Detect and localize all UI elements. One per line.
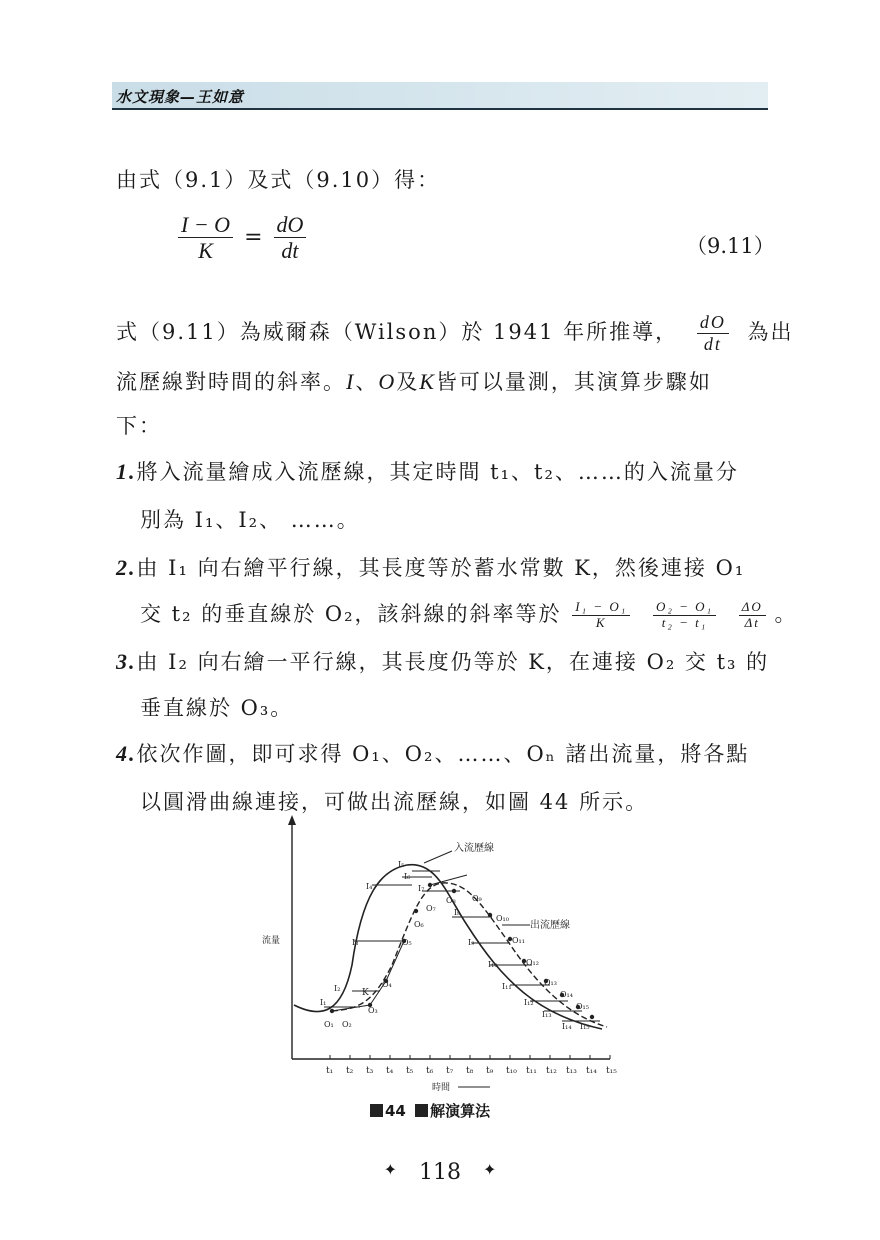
step-3-number: 3. bbox=[116, 649, 137, 674]
outflow-point-label: O₁₂ bbox=[526, 958, 539, 967]
step-4-number: 4. bbox=[116, 741, 137, 766]
step-2-end: 。 bbox=[774, 602, 798, 626]
k-label: K bbox=[362, 988, 369, 998]
step-3-line2: 垂直線於 O₃。 bbox=[140, 696, 294, 720]
intro-text: 由式（9.1）及式（9.10）得： bbox=[116, 168, 441, 192]
x-axis-label: 時間 bbox=[432, 1083, 451, 1093]
x-tick-label: t₄ bbox=[386, 1066, 394, 1076]
step-2-line2-text: 交 t₂ 的垂直線於 O₂，該斜線的斜率等於 bbox=[140, 602, 562, 626]
step2-frac-1 bbox=[572, 600, 630, 631]
step-2-line1 bbox=[116, 546, 745, 590]
equation-number: （9.11） bbox=[686, 234, 775, 258]
inflow-point-label: I₁₁ bbox=[502, 982, 512, 991]
x-tick-label: t₇ bbox=[446, 1066, 454, 1076]
outflow-label: 出流歷線 bbox=[530, 920, 570, 931]
step-3-text: 由 I₂ 向右繪一平行線，其長度仍等於 K，在連接 O₂ 交 t₃ 的 bbox=[136, 650, 770, 674]
para1-line1-a: 式（9.11）為威爾森（Wilson）於 1941 年所推導， bbox=[116, 320, 679, 344]
para1-line2 bbox=[116, 360, 712, 404]
y-axis-arrow-icon bbox=[288, 815, 296, 825]
slope-fraction bbox=[697, 312, 729, 354]
step2-frac-2-den: t₂ − t₁ bbox=[661, 615, 708, 630]
x-tick-labels bbox=[326, 1066, 617, 1076]
step2-frac-3 bbox=[739, 600, 766, 631]
page-number: 118 bbox=[419, 1160, 461, 1185]
x-tick-label: t₁₅ bbox=[606, 1066, 617, 1076]
inflow-point-label: I₁₄ bbox=[562, 1022, 572, 1031]
footer-star-icon: ✦ bbox=[483, 1160, 497, 1179]
outflow-point-label: O₁₀ bbox=[496, 914, 509, 923]
para1-line1 bbox=[116, 310, 794, 355]
outflow-point-label: O₁ bbox=[324, 1020, 334, 1029]
outflow-point-label: O₅ bbox=[402, 938, 412, 947]
para1-line2-c: 皆可以量測，其演算步驟如 bbox=[435, 370, 712, 394]
figure-caption bbox=[370, 1100, 490, 1121]
outflow-point-label: O₇ bbox=[426, 904, 436, 913]
caption-mark-icon bbox=[370, 1104, 383, 1117]
step2-frac-3-den: Δt bbox=[744, 615, 760, 630]
symbol-i: I bbox=[346, 369, 356, 394]
x-tick-label: t₁₂ bbox=[546, 1066, 557, 1076]
step-1-number: 1. bbox=[116, 459, 137, 484]
para1-line2-b: 及 bbox=[396, 370, 420, 394]
step2-frac-2 bbox=[653, 600, 716, 631]
x-tick-label: t₂ bbox=[346, 1066, 354, 1076]
outflow-point-label: O₉ bbox=[472, 894, 482, 903]
inflow-point-label: I₄ bbox=[366, 882, 373, 891]
outflow-point-label: O₃ bbox=[368, 1006, 378, 1015]
step-1-line1 bbox=[116, 450, 739, 494]
inflow-point-label: I₇ bbox=[418, 884, 425, 893]
x-tick-label: t₁₀ bbox=[506, 1066, 517, 1076]
eq-equals: = bbox=[244, 224, 263, 250]
slope-num: dO bbox=[697, 312, 729, 334]
step-4-text: 依次作圖，即可求得 O₁、O₂、……、Oₙ 諸出流量，將各點 bbox=[136, 742, 750, 766]
running-header: 水文現象—王如意 bbox=[116, 88, 245, 106]
inflow-pointer bbox=[424, 851, 452, 863]
step-4-line2: 以圓滑曲線連接，可做出流歷線，如圖 44 所示。 bbox=[140, 790, 649, 814]
outflow-point-label: O₈ bbox=[446, 896, 456, 905]
inflow-point-label: I₅ bbox=[398, 860, 405, 869]
para1-line3: 下： bbox=[116, 414, 162, 438]
para1-line2-a: 流歷線對時間的斜率。 bbox=[116, 370, 346, 394]
eq-lhs-fraction bbox=[178, 212, 233, 264]
x-tick-label: t₁ bbox=[326, 1066, 334, 1076]
outflow-point-label: O₆ bbox=[414, 920, 424, 929]
eq-rhs-fraction bbox=[274, 212, 307, 264]
step-1-text: 將入流量繪成入流歷線，其定時間 t₁、t₂、……的入流量分 bbox=[136, 460, 739, 484]
caption-text: 解演算法 bbox=[430, 1102, 491, 1120]
routing-diagram bbox=[262, 815, 622, 1100]
equation-9-11 bbox=[178, 212, 306, 264]
x-tick-label: t₁₁ bbox=[526, 1066, 537, 1076]
step2-frac-1-den: K bbox=[595, 615, 607, 630]
x-tick-label: t₃ bbox=[366, 1066, 374, 1076]
step2-frac-1-num: I₁ − O₁ bbox=[572, 600, 630, 616]
step-3-line1 bbox=[116, 640, 769, 684]
inflow-point-label: I₁₂ bbox=[524, 998, 534, 1007]
footer-star-icon: ✦ bbox=[383, 1160, 397, 1179]
inflow-label: 入流歷線 bbox=[454, 843, 494, 854]
y-axis-label: 流量 bbox=[262, 936, 281, 946]
page-footer bbox=[0, 1160, 880, 1185]
inflow-point-label: I₁₀ bbox=[488, 960, 498, 969]
symbol-k: K bbox=[419, 369, 436, 394]
step-1-line2: 別為 I₁、I₂、 ……。 bbox=[140, 508, 360, 532]
outflow-point-label: O₁₅ bbox=[576, 1002, 589, 1011]
caption-mark-icon bbox=[415, 1104, 428, 1117]
inflow-point-label: I₁ bbox=[320, 998, 327, 1007]
header-rule bbox=[112, 108, 768, 110]
caption-figure-number: 44 bbox=[385, 1102, 406, 1120]
inflow-point-label: I₂ bbox=[334, 984, 341, 993]
outflow-point-label: O₁₄ bbox=[560, 990, 573, 999]
x-tick-label: t₁₄ bbox=[586, 1066, 597, 1076]
outflow-point-label: O₄ bbox=[382, 980, 392, 989]
inflow-point-label: I₉ bbox=[468, 938, 475, 947]
outflow-point-label: O₂ bbox=[342, 1020, 352, 1029]
step2-frac-3-num: ΔO bbox=[739, 600, 766, 616]
eq-rhs-num: dO bbox=[274, 212, 307, 238]
inflow-point-label: I₈ bbox=[454, 908, 461, 917]
inflow-point-label: I₁₅ bbox=[580, 1022, 590, 1031]
eq-lhs-den: K bbox=[198, 238, 213, 264]
symbol-o: O bbox=[378, 369, 397, 394]
construction-lines bbox=[324, 871, 600, 1021]
x-tick-label: t₆ bbox=[426, 1066, 434, 1076]
inflow-point-label: I₆ bbox=[404, 872, 411, 881]
inflow-point-label: I₃ bbox=[352, 938, 359, 947]
step2-frac-2-num: O₂ − O₁ bbox=[653, 600, 716, 616]
inflow-curve bbox=[294, 865, 602, 1029]
eq-lhs-num: I − O bbox=[178, 212, 233, 238]
para1-line1-b: 為出 bbox=[747, 320, 794, 344]
inflow-point-label: I₁₃ bbox=[542, 1010, 552, 1019]
x-tick-label: t₅ bbox=[406, 1066, 414, 1076]
step-4-line1 bbox=[116, 732, 749, 776]
outflow-point-label: O₁₁ bbox=[512, 936, 525, 945]
step-2-text: 由 I₁ 向右繪平行線，其長度等於蓄水常數 K，然後連接 O₁ bbox=[136, 556, 746, 580]
eq-rhs-den: dt bbox=[281, 238, 299, 264]
x-tick-label: t₉ bbox=[486, 1066, 494, 1076]
x-tick-label: t₈ bbox=[466, 1066, 474, 1076]
inflow-point-labels bbox=[320, 860, 590, 1031]
slope-den: dt bbox=[703, 334, 722, 354]
step-2-number: 2. bbox=[116, 555, 137, 580]
x-tick-label: t₁₃ bbox=[566, 1066, 577, 1076]
outflow-point-label: O₁₃ bbox=[544, 978, 557, 987]
para1-sep: 、 bbox=[355, 370, 379, 394]
step-2-line2 bbox=[140, 592, 797, 636]
